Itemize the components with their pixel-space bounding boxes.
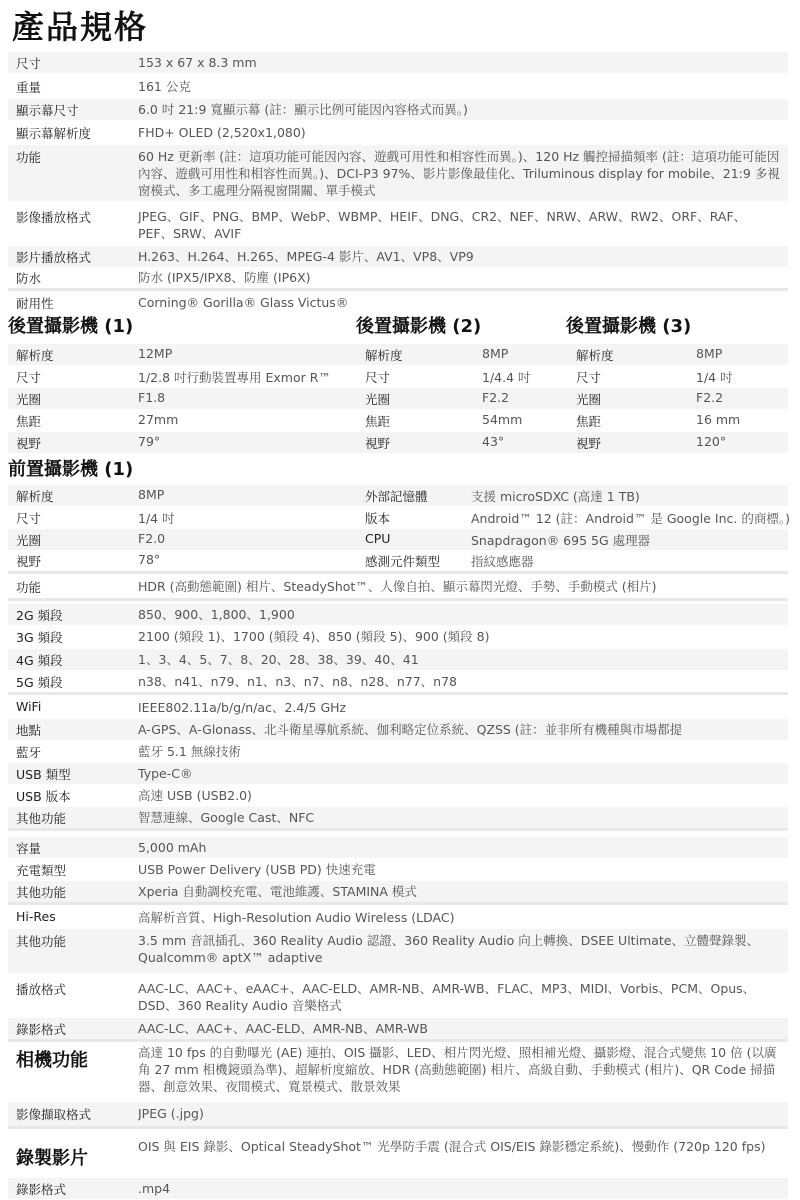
spec-row — [8, 604, 788, 625]
spec-row — [8, 881, 788, 905]
spec-value: A-GPS、A-Glonass、北斗衛星導航系統、伽利略定位系統、QZSS (註：並非所有機種與市場都提 — [138, 722, 683, 737]
spec-value: F2.2 — [696, 390, 724, 405]
spec-value: 智慧連線、Google Cast、NFC — [138, 810, 315, 825]
spec-value: Xperia 自動調校充電、電池維護、STAMINA 模式 — [138, 884, 417, 899]
spec-label: 其他功能 — [16, 934, 67, 949]
spec-row — [8, 929, 788, 973]
spec-value: Corning® Gorilla® Glass Victus® — [138, 295, 349, 310]
spec-row — [8, 719, 788, 740]
spec-value: AAC-LC、AAC+、eAAC+、AAC-ELD、AMR-NB、AMR-WB、FLAC、MP3、MIDI、Vorbis、PCM、Opus、DSD、360 Reality Audio 音樂格式 — [138, 981, 756, 1013]
spec-label: 耐用性 — [16, 296, 54, 311]
spec-label: 2G 頻段 — [16, 608, 63, 623]
spec-value: 78° — [138, 552, 161, 567]
spec-row — [8, 626, 788, 647]
spec-value: 5,000 mAh — [138, 840, 207, 855]
spec-label: 尺寸 — [16, 56, 42, 71]
spec-value: 60 Hz 更新率 (註：這項功能可能因內容、遊戲可用性和相容性而異。)、120 Hz 觸控掃描頻率 (註：這項功能可能因內容、遊戲可用性和相容性而異。)、DCI-P3 97%、影片影像最佳化、Triluminous display for mobile、21:9 多視窗模式、多工處理分隔視窗開關、單手模式 — [138, 149, 780, 198]
spec-value: JPEG (.jpg) — [138, 1106, 204, 1121]
spec-value: 1/4 吋 — [696, 370, 733, 385]
spec-row — [8, 741, 788, 762]
spec-value: 1/2.8 吋行動裝置專用 Exmor R™ — [138, 370, 331, 385]
rear-camera-2-heading: 後置攝影機 (2) — [356, 316, 482, 337]
spec-row — [8, 763, 788, 784]
spec-value: 79° — [138, 434, 161, 449]
spec-row — [8, 293, 788, 311]
spec-label: Hi-Res — [16, 909, 56, 924]
spec-value: Android™ 12 (註：Android™ 是 Google Inc. 的商標。) — [471, 511, 790, 526]
spec-label: 光圈 — [365, 392, 391, 407]
spec-label: 防水 — [16, 271, 42, 286]
spec-value: 6.0 吋 21:9 寬顯示幕 (註：顯示比例可能因內容格式而異。) — [138, 102, 468, 117]
spec-label: 相機功能 — [16, 1050, 88, 1071]
spec-value: .mp4 — [138, 1181, 171, 1196]
spec-value: AAC-LC、AAC+、AAC-ELD、AMR-NB、AMR-WB — [138, 1021, 428, 1036]
spec-value: n38、n41、n79、n1、n3、n7、n8、n28、n77、n78 — [138, 674, 457, 689]
spec-row — [8, 52, 788, 73]
spec-label: CPU — [365, 531, 391, 546]
spec-label: 其他功能 — [16, 885, 67, 900]
spec-label: 視野 — [16, 436, 42, 451]
spec-label: 解析度 — [16, 489, 54, 504]
spec-value: H.263、H.264、H.265、MPEG-4 影片、AV1、VP8、VP9 — [138, 249, 474, 264]
spec-value: F1.8 — [138, 390, 166, 405]
front-camera-heading: 前置攝影機 (1) — [8, 459, 134, 480]
spec-value: IEEE802.11a/b/g/n/ac、2.4/5 GHz — [138, 700, 347, 715]
rear-camera-row — [8, 432, 788, 453]
spec-row — [8, 807, 788, 831]
spec-value: 850、900、1,800、1,900 — [138, 607, 295, 622]
spec-label: 藍牙 — [16, 745, 42, 760]
spec-value: 支援 microSDXC (高達 1 TB) — [471, 489, 640, 504]
spec-label: 解析度 — [365, 348, 403, 363]
spec-row — [8, 122, 788, 143]
spec-value: Snapdragon® 695 5G 處理器 — [471, 533, 651, 548]
spec-label: 錄影格式 — [16, 1182, 67, 1197]
spec-value: F2.0 — [138, 531, 166, 546]
spec-label: 光圈 — [16, 392, 42, 407]
spec-label: 其他功能 — [16, 811, 67, 826]
spec-value: FHD+ OLED (2,520x1,080) — [138, 125, 306, 140]
spec-value: 高解析音質、High-Resolution Audio Wireless (LDAC) — [138, 910, 455, 925]
page-title: 產品規格 — [12, 8, 149, 46]
spec-value: 12MP — [138, 346, 173, 361]
spec-row — [8, 785, 788, 806]
rear-camera-row — [8, 344, 788, 365]
spec-label: 尺寸 — [365, 370, 391, 385]
spec-value: 1、3、4、5、7、8、20、28、38、39、40、41 — [138, 652, 419, 667]
spec-label: 焦距 — [16, 414, 42, 429]
spec-label: 功能 — [16, 150, 42, 165]
spec-value: HDR (高動態範圍) 相片、SteadyShot™、人像自拍、顯示幕閃光燈、手勢、手動模式 (相片) — [138, 579, 657, 594]
rear-camera-row — [8, 366, 788, 387]
front-camera-row — [8, 529, 788, 550]
spec-value: 8MP — [138, 487, 165, 502]
spec-label: 播放格式 — [16, 982, 67, 997]
spec-label: 光圈 — [576, 392, 602, 407]
spec-label: 5G 頻段 — [16, 675, 63, 690]
spec-label: 解析度 — [16, 348, 54, 363]
spec-value: 8MP — [482, 346, 509, 361]
spec-label: 解析度 — [576, 348, 614, 363]
spec-label: 版本 — [365, 511, 391, 526]
spec-label: 錄製影片 — [16, 1148, 88, 1169]
spec-label: 影像擷取格式 — [16, 1107, 92, 1122]
rear-camera-3-heading: 後置攝影機 (3) — [566, 316, 692, 337]
spec-label: 焦距 — [576, 414, 602, 429]
front-camera-row — [8, 507, 788, 528]
spec-value: 指紋感應器 — [471, 554, 534, 569]
spec-value: 防水 (IPX5/IPX8、防塵 (IP6X) — [138, 270, 311, 285]
spec-row — [8, 671, 788, 695]
spec-value: 1/4.4 吋 — [482, 370, 531, 385]
spec-label: 顯示幕尺寸 — [16, 103, 79, 118]
spec-label: 顯示幕解析度 — [16, 126, 92, 141]
spec-row — [8, 205, 788, 243]
front-camera-row — [8, 485, 788, 506]
spec-row — [8, 977, 788, 1017]
spec-label: 光圈 — [16, 533, 42, 548]
spec-label: USB 版本 — [16, 789, 71, 804]
spec-row — [8, 837, 788, 858]
spec-value: 54mm — [482, 412, 523, 427]
spec-value: 16 mm — [696, 412, 741, 427]
spec-row — [8, 859, 788, 880]
spec-value: 藍牙 5.1 無線技術 — [138, 744, 241, 759]
spec-value: 120° — [696, 434, 727, 449]
spec-row — [8, 1042, 788, 1098]
spec-value: OIS 與 EIS 錄影、Optical SteadyShot™ 光學防手震 (混合式 OIS/EIS 錄影穩定系統)、慢動作 (720p 120 fps) — [138, 1139, 766, 1154]
spec-label: 視野 — [576, 436, 602, 451]
spec-value: 2100 (頻段 1)、1700 (頻段 4)、850 (頻段 5)、900 (頻段 8) — [138, 629, 490, 644]
spec-value: 高速 USB (USB2.0) — [138, 788, 252, 803]
spec-label: 影片播放格式 — [16, 250, 92, 265]
spec-label: 4G 頻段 — [16, 653, 63, 668]
spec-label: USB 類型 — [16, 767, 71, 782]
spec-label: 視野 — [365, 436, 391, 451]
spec-value: 8MP — [696, 346, 723, 361]
spec-label: 視野 — [16, 554, 42, 569]
spec-label: 外部記憶體 — [365, 489, 428, 504]
spec-label: 容量 — [16, 841, 42, 856]
spec-label: 地點 — [16, 723, 42, 738]
spec-row — [8, 649, 788, 670]
spec-row — [8, 76, 788, 97]
spec-row — [8, 99, 788, 120]
spec-row — [8, 576, 788, 601]
rear-camera-1-heading: 後置攝影機 (1) — [8, 316, 134, 337]
spec-label: 充電類型 — [16, 863, 67, 878]
spec-value: 153 x 67 x 8.3 mm — [138, 55, 257, 70]
spec-row — [8, 697, 788, 718]
spec-value: 161 公克 — [138, 79, 191, 94]
spec-label: WiFi — [16, 699, 42, 714]
spec-row — [8, 1018, 788, 1042]
spec-value: 3.5 mm 音訊插孔、360 Reality Audio 認證、360 Reality Audio 向上轉換、DSEE Ultimate、立體聲錄製、Qualcomm® aptX™ adaptive — [138, 933, 759, 965]
spec-label: 感測元件類型 — [365, 554, 441, 569]
spec-row — [8, 246, 788, 267]
spec-label: 尺寸 — [576, 370, 602, 385]
spec-row — [8, 1102, 788, 1129]
spec-value: 27mm — [138, 412, 179, 427]
rear-camera-row — [8, 410, 788, 431]
front-camera-row — [8, 550, 788, 574]
spec-value: Type-C® — [138, 766, 193, 781]
spec-row — [8, 267, 788, 291]
spec-value: JPEG、GIF、PNG、BMP、WebP、WBMP、HEIF、DNG、CR2、NEF、NRW、ARW、RW2、ORF、RAF、PEF、SRW、AVIF — [138, 209, 747, 241]
spec-value: F2.2 — [482, 390, 510, 405]
spec-label: 3G 頻段 — [16, 630, 63, 645]
spec-label: 功能 — [16, 580, 42, 595]
spec-row — [8, 1136, 788, 1176]
spec-row — [8, 1178, 788, 1199]
rear-camera-row — [8, 388, 788, 409]
spec-row — [8, 907, 788, 928]
spec-value: 高達 10 fps 的自動曝光 (AE) 連拍、OIS 攝影、LED、相片閃光燈、照相補光燈、攝影燈、混合式變焦 10 倍 (以廣角 27 mm 相機鏡頭為準)、超解析度縮放、HDR (高動態範圍) 相片、高級自動、手動模式 (相片)、QR Code 掃描器、創意效果、夜間模式、寬景模式、散景效果 — [138, 1045, 777, 1094]
spec-value: 43° — [482, 434, 505, 449]
spec-label: 尺寸 — [16, 511, 42, 526]
spec-label: 重量 — [16, 80, 42, 95]
spec-label: 影像播放格式 — [16, 210, 92, 225]
spec-value: 1/4 吋 — [138, 511, 175, 526]
spec-label: 尺寸 — [16, 370, 42, 385]
spec-label: 錄影格式 — [16, 1022, 67, 1037]
spec-label: 焦距 — [365, 414, 391, 429]
spec-row — [8, 145, 788, 201]
spec-value: USB Power Delivery (USB PD) 快速充電 — [138, 862, 376, 877]
